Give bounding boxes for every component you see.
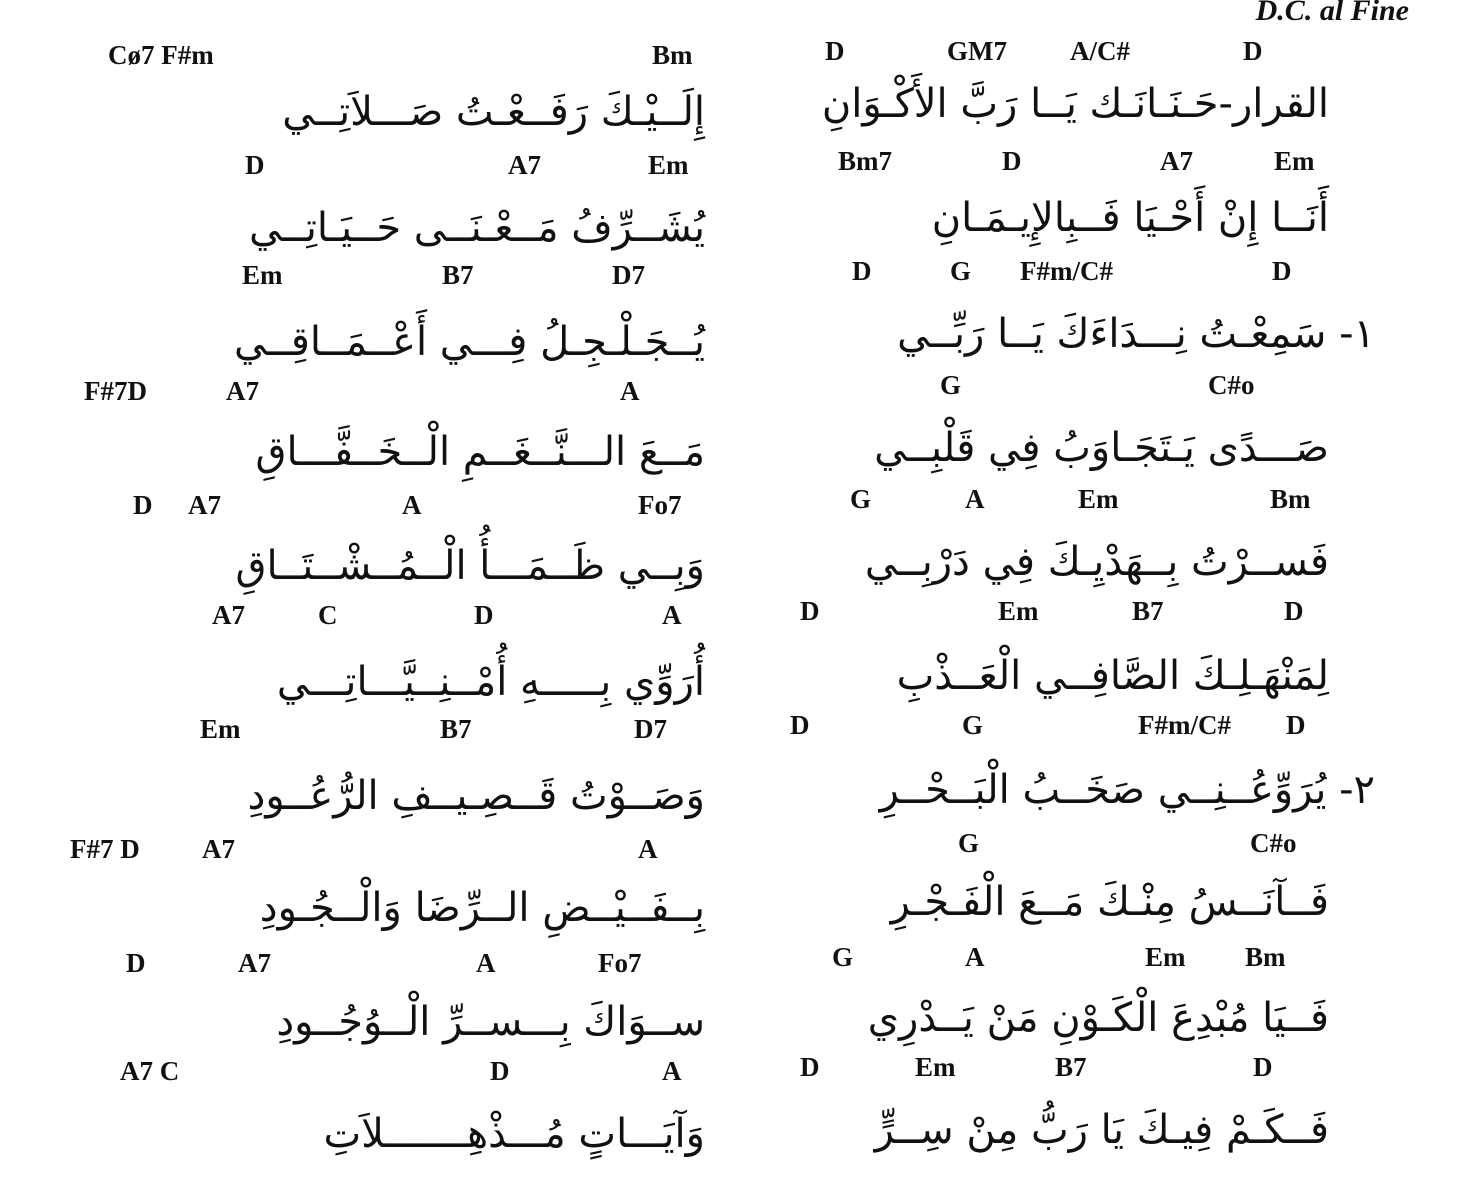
chord: A7 bbox=[212, 600, 245, 630]
chord: G bbox=[962, 710, 984, 740]
chord: C#o bbox=[1250, 828, 1297, 858]
lyric-line: ٢- يُرَوِّعُــنِــي صَخَــبُ الْبَــحْــرِ bbox=[879, 767, 1375, 813]
chord: D bbox=[825, 36, 845, 66]
lyric-line: القرار-حَـنَـانَـك يَــا رَبَّ الأَكْـوَانِ bbox=[821, 81, 1329, 127]
lyric-line: يُشَــرِّفُ مَــعْـنَــى حَــيَـاتِــي bbox=[249, 205, 705, 251]
chord: Em bbox=[242, 260, 283, 290]
chord: A bbox=[620, 376, 640, 406]
chord: D bbox=[800, 1052, 820, 1082]
lyric-line: وَصَــوْتُ قَــصِـيــفِ الرُّعُــودِ bbox=[247, 773, 705, 819]
chord: A bbox=[965, 484, 985, 514]
chord: D bbox=[852, 256, 872, 286]
chord: Em bbox=[1145, 942, 1186, 972]
lyric-line: فَســرْتُ بِــهَدْيِـكَ فِي دَرْبِــي bbox=[864, 539, 1329, 585]
chord: A7 bbox=[202, 834, 235, 864]
chord: A bbox=[402, 490, 422, 520]
dc-al-fine-marking: D.C. al Fine bbox=[1255, 0, 1409, 27]
chord: Em bbox=[915, 1052, 956, 1082]
chord: A bbox=[476, 948, 496, 978]
chord: G bbox=[950, 256, 972, 286]
lyric-line: إِلَــيْـكَ رَفَــعْـتُ صَـــلاَتِــي bbox=[282, 89, 705, 135]
chord: G bbox=[850, 484, 872, 514]
lyric-line: أَنَــا إِنْ أَحْـيَا فَــبِالإِيـمَـانِ bbox=[931, 195, 1329, 241]
chord: G bbox=[940, 370, 962, 400]
lyric-line: أُرَوِّي بِـــــهِ أُمْــنِــيَّـــاتِـــي bbox=[276, 659, 705, 705]
lyric-line: وَآيَـــاتٍ مُـــذْهِـــــــلاَتِ bbox=[323, 1111, 705, 1157]
chord: C bbox=[318, 600, 338, 630]
chord: Cø7 F#m bbox=[108, 40, 214, 70]
chord: Bm bbox=[1245, 942, 1286, 972]
lyric-line: بِــفَــيْــضِ الــرِّضَا وَالْــجُـودِ bbox=[259, 885, 705, 931]
chord: F#m/C# bbox=[1020, 256, 1113, 286]
chord: A7 C bbox=[120, 1056, 180, 1086]
lyric-line: وَبِــي ظَــمَـــأُ الْــمُــشْــتَــاقِ bbox=[235, 543, 705, 589]
lyric-line: ١- سَمِعْـتُ نِـــدَاءَكَ يَــا رَبِّــي bbox=[897, 311, 1375, 357]
chord: Fo7 bbox=[638, 490, 682, 520]
chord: G bbox=[832, 942, 854, 972]
chord: Em bbox=[648, 150, 689, 180]
chord: A bbox=[965, 942, 985, 972]
chord: B7 bbox=[1132, 596, 1164, 626]
chord: D bbox=[1272, 256, 1292, 286]
chord: A bbox=[638, 834, 658, 864]
chord: A7 bbox=[1160, 146, 1193, 176]
chord: F#7D bbox=[84, 376, 147, 406]
chord: A7 bbox=[188, 490, 221, 520]
chord: D bbox=[490, 1056, 510, 1086]
chord: D bbox=[133, 490, 153, 520]
chord: F#m/C# bbox=[1138, 710, 1231, 740]
chord: Em bbox=[200, 714, 241, 744]
chord: Bm bbox=[652, 40, 693, 70]
chord: D7 bbox=[612, 260, 645, 290]
chord: B7 bbox=[1055, 1052, 1087, 1082]
chord: D bbox=[1286, 710, 1306, 740]
chord: A7 bbox=[238, 948, 271, 978]
lyric-line: صَـــدًى يَـتَجَـاوَبُ فِي قَلْبِــي bbox=[874, 425, 1329, 471]
chord: GM7 bbox=[947, 36, 1007, 66]
chord: D bbox=[800, 596, 820, 626]
chord: Bm bbox=[1270, 484, 1311, 514]
chord: D bbox=[1284, 596, 1304, 626]
lyric-line: لِمَنْهَـلِـكَ الصَّافِــي الْعَــذْبِ bbox=[896, 653, 1329, 699]
chord: D bbox=[245, 150, 265, 180]
chord: A bbox=[662, 1056, 682, 1086]
chord: D7 bbox=[634, 714, 667, 744]
chord: A/C# bbox=[1070, 36, 1130, 66]
lyric-line: فَــآنَــسُ مِنْـكَ مَــعَ الْفَـجْـرِ bbox=[890, 879, 1329, 925]
chord: Em bbox=[1274, 146, 1315, 176]
chord: D bbox=[1243, 36, 1263, 66]
lyric-line: مَــعَ الـــنَّــغَــمِ الْــخَــفَّـــاقِ bbox=[255, 429, 705, 475]
chord: Em bbox=[998, 596, 1039, 626]
chord: D bbox=[126, 948, 146, 978]
chord: A7 bbox=[226, 376, 259, 406]
chord: D bbox=[474, 600, 494, 630]
chord: D bbox=[1002, 146, 1022, 176]
chord: D bbox=[790, 710, 810, 740]
chord: Em bbox=[1078, 484, 1119, 514]
chord: B7 bbox=[442, 260, 474, 290]
chord: D bbox=[1253, 1052, 1273, 1082]
chord: B7 bbox=[440, 714, 472, 744]
lyric-line: فَــكَـمْ فِيـكَ يَا رَبُّ مِنْ سِــرٍّ bbox=[874, 1107, 1329, 1153]
chord: A7 bbox=[508, 150, 541, 180]
lyric-line: فَــيَا مُبْدِعَ الْكَـوْنِ مَنْ يَــدْرِي bbox=[867, 995, 1329, 1041]
chord: C#o bbox=[1208, 370, 1255, 400]
chord: F#7 D bbox=[70, 834, 140, 864]
lyric-line: يُــجَـلْـجِـلُ فِـــي أَعْــمَــاقِــي bbox=[233, 319, 705, 365]
chord: A bbox=[662, 600, 682, 630]
chord: Fo7 bbox=[598, 948, 642, 978]
lyric-line: ســوَاكَ بِـــســرِّ الْــوُجُــودِ bbox=[276, 999, 705, 1045]
chord: G bbox=[958, 828, 980, 858]
chord: Bm7 bbox=[838, 146, 892, 176]
